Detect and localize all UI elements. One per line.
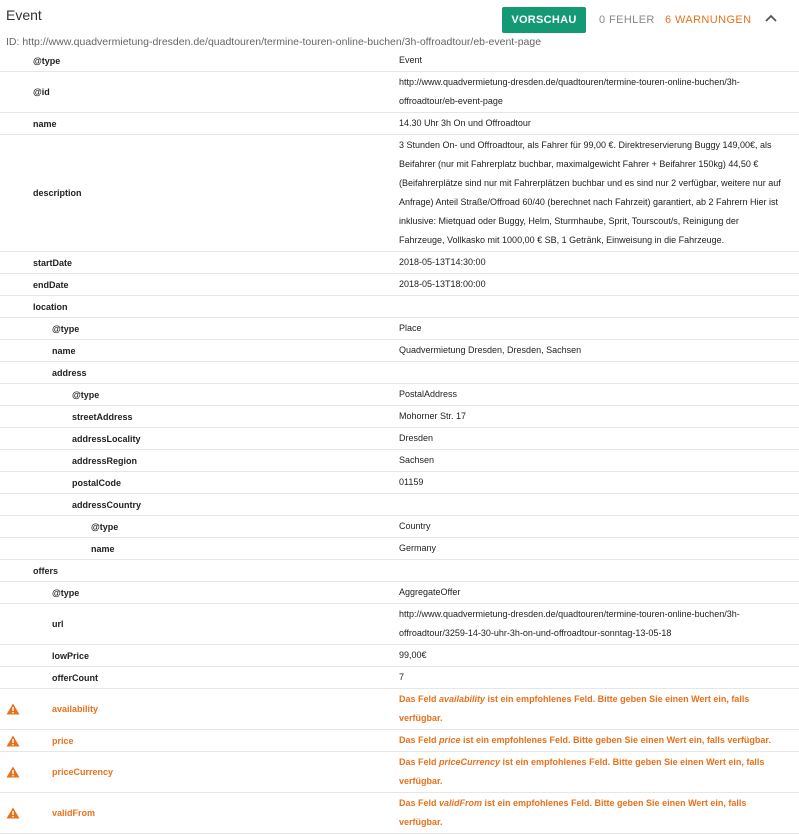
property-key: description	[33, 188, 82, 198]
property-key: @type	[72, 389, 100, 400]
property-row	[0, 560, 799, 582]
property-value	[399, 560, 784, 581]
property-row	[0, 50, 799, 72]
property-key: lowPrice	[52, 650, 90, 661]
property-row	[0, 494, 799, 516]
preview-button[interactable]: VORSCHAU	[502, 7, 586, 33]
chevron-up-icon[interactable]	[762, 10, 780, 28]
property-row	[0, 604, 799, 645]
warning-field-name: price	[439, 735, 461, 745]
property-row	[0, 362, 799, 384]
property-value: Sachsen	[399, 455, 435, 465]
property-key: @type	[91, 521, 119, 532]
property-row	[0, 516, 799, 538]
warning-icon	[6, 766, 20, 778]
property-row	[0, 582, 799, 604]
property-key: @type	[52, 587, 80, 598]
property-value: 3 Stunden On- und Offroadtour, als Fahrer für 99,00 €. Direktreservierung Buggy 149,00€, als Beifahrer (nur mit Fahrerplatz buchbar, maximalgewicht Fahrer + Beifahrer 150kg) 44,50 € (Beifahrerplätze sind nur mit Fahrerplätzen buchbar und es sind nur 2 verfügbar, weitere nur auf Anfrage) Anteil Straße/Offroad 60/40 (berechnet nach Fahrzeit) garantiert, ab 2 Fahrern Hier ist inklusive: Mietquad oder Buggy, Helm, Sturmhaube, Sprit, Tourscout/s, Reinigung der Fahrzeuge, Vollkasko mit 1000,00 € SB, 1 Getränk, Einweisung in die Fahrzeuge.	[399, 140, 781, 245]
result-header	[0, 0, 799, 48]
property-key: offerCount	[52, 672, 98, 683]
property-key: @type	[52, 323, 80, 334]
property-key: name	[91, 543, 115, 554]
property-key: startDate	[33, 257, 73, 268]
property-row	[0, 406, 799, 428]
property-key: address	[52, 367, 87, 378]
property-key: addressRegion	[72, 455, 138, 466]
property-table	[0, 50, 799, 834]
warning-icon	[6, 735, 20, 747]
property-value: AggregateOffer	[399, 587, 461, 597]
property-value: Country	[399, 521, 431, 531]
warning-key: validFrom	[52, 808, 96, 818]
property-key: @id	[33, 87, 50, 97]
property-value: 14.30 Uhr 3h On und Offroadtour	[399, 118, 531, 128]
warning-key: price	[52, 735, 74, 746]
property-value: Quadvermietung Dresden, Dresden, Sachsen	[399, 345, 582, 355]
property-value: 99,00€	[399, 650, 427, 660]
property-value: Germany	[399, 543, 437, 553]
property-value: Event	[399, 55, 423, 65]
property-key: streetAddress	[72, 411, 133, 422]
warning-message: Das Feld priceCurrency ist ein empfohlenes Feld. Bitte geben Sie einen Wert ein, falls verfügbar.	[399, 757, 765, 786]
property-value: 01159	[399, 477, 424, 487]
errors-count: 0 FEHLER	[599, 14, 655, 26]
property-value: Mohorner Str. 17	[399, 411, 467, 421]
warning-row[interactable]	[0, 752, 799, 793]
property-key: addressCountry	[72, 499, 142, 510]
property-row	[0, 274, 799, 296]
property-key: url	[52, 619, 64, 629]
item-id: ID: http://www.quadvermietung-dresden.de/quadtouren/termine-touren-online-buchen/3h-offroadtour/eb-event-page	[6, 36, 542, 48]
property-row	[0, 72, 799, 113]
property-row	[0, 135, 799, 252]
warning-key: priceCurrency	[52, 767, 114, 777]
property-row	[0, 384, 799, 406]
warning-icon	[6, 703, 20, 715]
warning-key: availability	[52, 704, 99, 714]
warning-icon	[6, 807, 20, 819]
property-row	[0, 428, 799, 450]
property-value: http://www.quadvermietung-dresden.de/quadtouren/termine-touren-online-buchen/3h-offroadtour/3259-14-30-uhr-3h-on-und-offroadtour-sonntag-13-05-18	[399, 609, 740, 638]
property-key: location	[33, 301, 68, 312]
property-key: name	[33, 118, 57, 129]
property-row	[0, 340, 799, 362]
property-row	[0, 667, 799, 689]
property-value: Place	[399, 323, 422, 333]
warning-field-name: availability	[439, 694, 486, 704]
property-value: Dresden	[399, 433, 434, 443]
warning-row[interactable]	[0, 689, 799, 730]
property-key: offers	[33, 565, 59, 576]
property-key: endDate	[33, 279, 69, 290]
warning-message: Das Feld price ist ein empfohlenes Feld. Bitte geben Sie einen Wert ein, falls verfügbar.	[399, 735, 771, 745]
item-title: Event	[6, 7, 42, 23]
property-row	[0, 252, 799, 274]
warning-field-name: priceCurrency	[439, 757, 501, 767]
property-key: @type	[33, 55, 61, 66]
warning-message: Das Feld validFrom ist ein empfohlenes Feld. Bitte geben Sie einen Wert ein, falls verfügbar.	[399, 798, 747, 827]
property-key: name	[52, 345, 76, 356]
property-value	[399, 494, 784, 515]
property-row	[0, 318, 799, 340]
property-value: 2018-05-13T18:00:00	[399, 279, 486, 289]
warning-row[interactable]	[0, 793, 799, 834]
property-key: addressLocality	[72, 433, 141, 444]
property-row	[0, 450, 799, 472]
property-key: postalCode	[72, 477, 122, 488]
property-row	[0, 645, 799, 667]
property-value: 2018-05-13T14:30:00	[399, 257, 486, 267]
warning-message: Das Feld availability ist ein empfohlenes Feld. Bitte geben Sie einen Wert ein, falls verfügbar.	[399, 694, 750, 723]
property-value: http://www.quadvermietung-dresden.de/quadtouren/termine-touren-online-buchen/3h-offroadtour/eb-event-page	[399, 77, 740, 106]
property-row	[0, 472, 799, 494]
warning-row[interactable]	[0, 730, 799, 752]
property-value: 7	[399, 672, 405, 682]
property-value	[399, 362, 784, 383]
property-row	[0, 113, 799, 135]
warning-field-name: validFrom	[439, 798, 483, 808]
property-value	[399, 296, 784, 317]
property-row	[0, 296, 799, 318]
warnings-count: 6 WARNUNGEN	[665, 14, 752, 26]
property-row	[0, 538, 799, 560]
property-value: PostalAddress	[399, 389, 458, 399]
